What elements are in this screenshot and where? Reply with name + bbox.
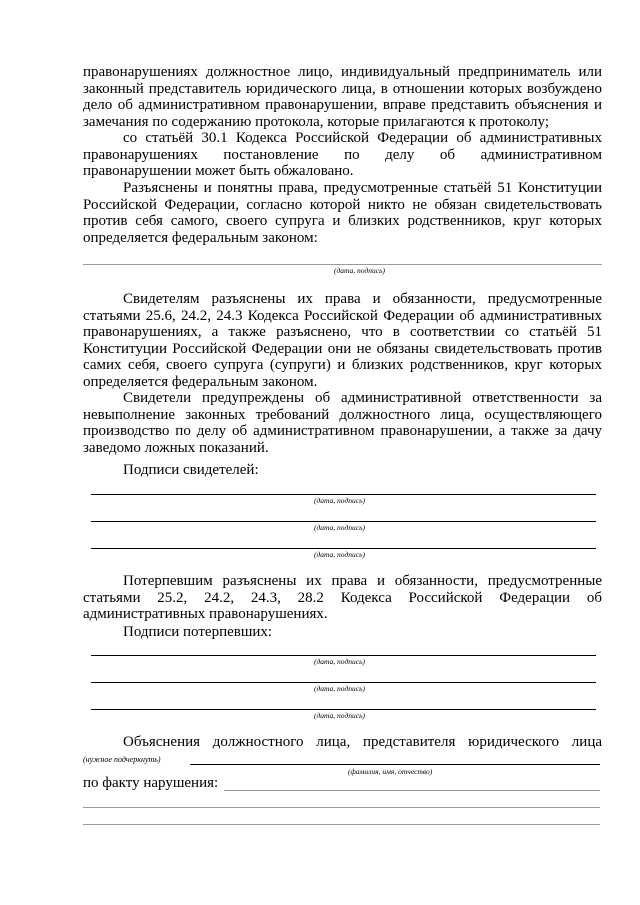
input-line-violation-1[interactable] bbox=[224, 790, 600, 791]
caption-underline-needed: (нужное подчеркнуть) bbox=[83, 755, 161, 764]
caption-date-signature: (дата, подпись) bbox=[314, 657, 365, 666]
caption-full-name: (фамилия, имя, отчество) bbox=[348, 767, 433, 776]
paragraph-victim-rights: Потерпевшим разъяснены их права и обязанности, предусмотренные статьями 25.2, 24.2, 24.3, 28.2 Кодекса Российской Федерации об административных правонарушениях. bbox=[83, 573, 602, 622]
paragraph-explanations-right: правонарушениях должностное лицо, индивидуальный предприниматель или законный представитель юридического лица, в отношении которых возбуждено дело об административном правонарушении, вправе представить объяснения и замечания по содержанию протокола, которые прилагаются к протоколу; bbox=[83, 64, 602, 130]
signature-line-witness-2[interactable] bbox=[91, 521, 596, 522]
caption-date-signature: (дата, подпись) bbox=[314, 550, 365, 559]
caption-date-signature: (дата, подпись) bbox=[314, 496, 365, 505]
signature-line-victim-2[interactable] bbox=[91, 682, 596, 683]
label-violation-fact: по факту нарушения: bbox=[83, 775, 219, 791]
paragraph-witness-rights: Свидетелям разъяснены их права и обязанности, предусмотренные статьями 25.6, 24.2, 24.3 Кодекса Российской Федерации об административных правонарушениях, а также разъяснено, что в соответствии со статьёй 51 Конституции Российской Федерации они не обязаны свидетельствовать против самих себя, своего супруга (супруги) и близких родственников, круг которых определяется федеральным законом. bbox=[83, 291, 602, 390]
caption-date-signature: (дата, подпись) bbox=[314, 711, 365, 720]
heading-witness-signatures: Подписи свидетелей: bbox=[123, 462, 259, 478]
signature-line-witness-3[interactable] bbox=[91, 548, 596, 549]
paragraph-official-explanations: Объяснения должностного лица, представителя юридического лица bbox=[123, 734, 602, 750]
signature-line-witness-1[interactable] bbox=[91, 494, 596, 495]
caption-date-signature: (дата, подпись) bbox=[334, 266, 385, 275]
input-line-official-name[interactable] bbox=[190, 764, 600, 765]
paragraph-appeal-right: со статьёй 30.1 Кодекса Российской Федерации об административных правонарушениях постановление по делу об административном правонарушении может быть обжаловано. bbox=[83, 130, 602, 179]
signature-line-offender[interactable] bbox=[83, 264, 602, 265]
signature-line-victim-3[interactable] bbox=[91, 709, 596, 710]
paragraph-witness-warning: Свидетели предупреждены об административной ответственности за невыполнение законных требований должностного лица, осуществляющего производство по делу об административном правонарушении, а также за дачу заведомо ложных показаний. bbox=[83, 390, 602, 456]
input-line-violation-2[interactable] bbox=[83, 807, 600, 808]
signature-line-victim-1[interactable] bbox=[91, 655, 596, 656]
heading-victim-signatures: Подписи потерпевших: bbox=[123, 624, 273, 640]
input-line-violation-3[interactable] bbox=[83, 824, 600, 825]
caption-date-signature: (дата, подпись) bbox=[314, 684, 365, 693]
paragraph-article51: Разъяснены и понятны права, предусмотренные статьёй 51 Конституции Российской Федерации, согласно которой никто не обязан свидетельствовать против себя самого, своего супруга и близких родственников, круг которых определяется федеральным законом: bbox=[83, 180, 602, 246]
caption-date-signature: (дата, подпись) bbox=[314, 523, 365, 532]
